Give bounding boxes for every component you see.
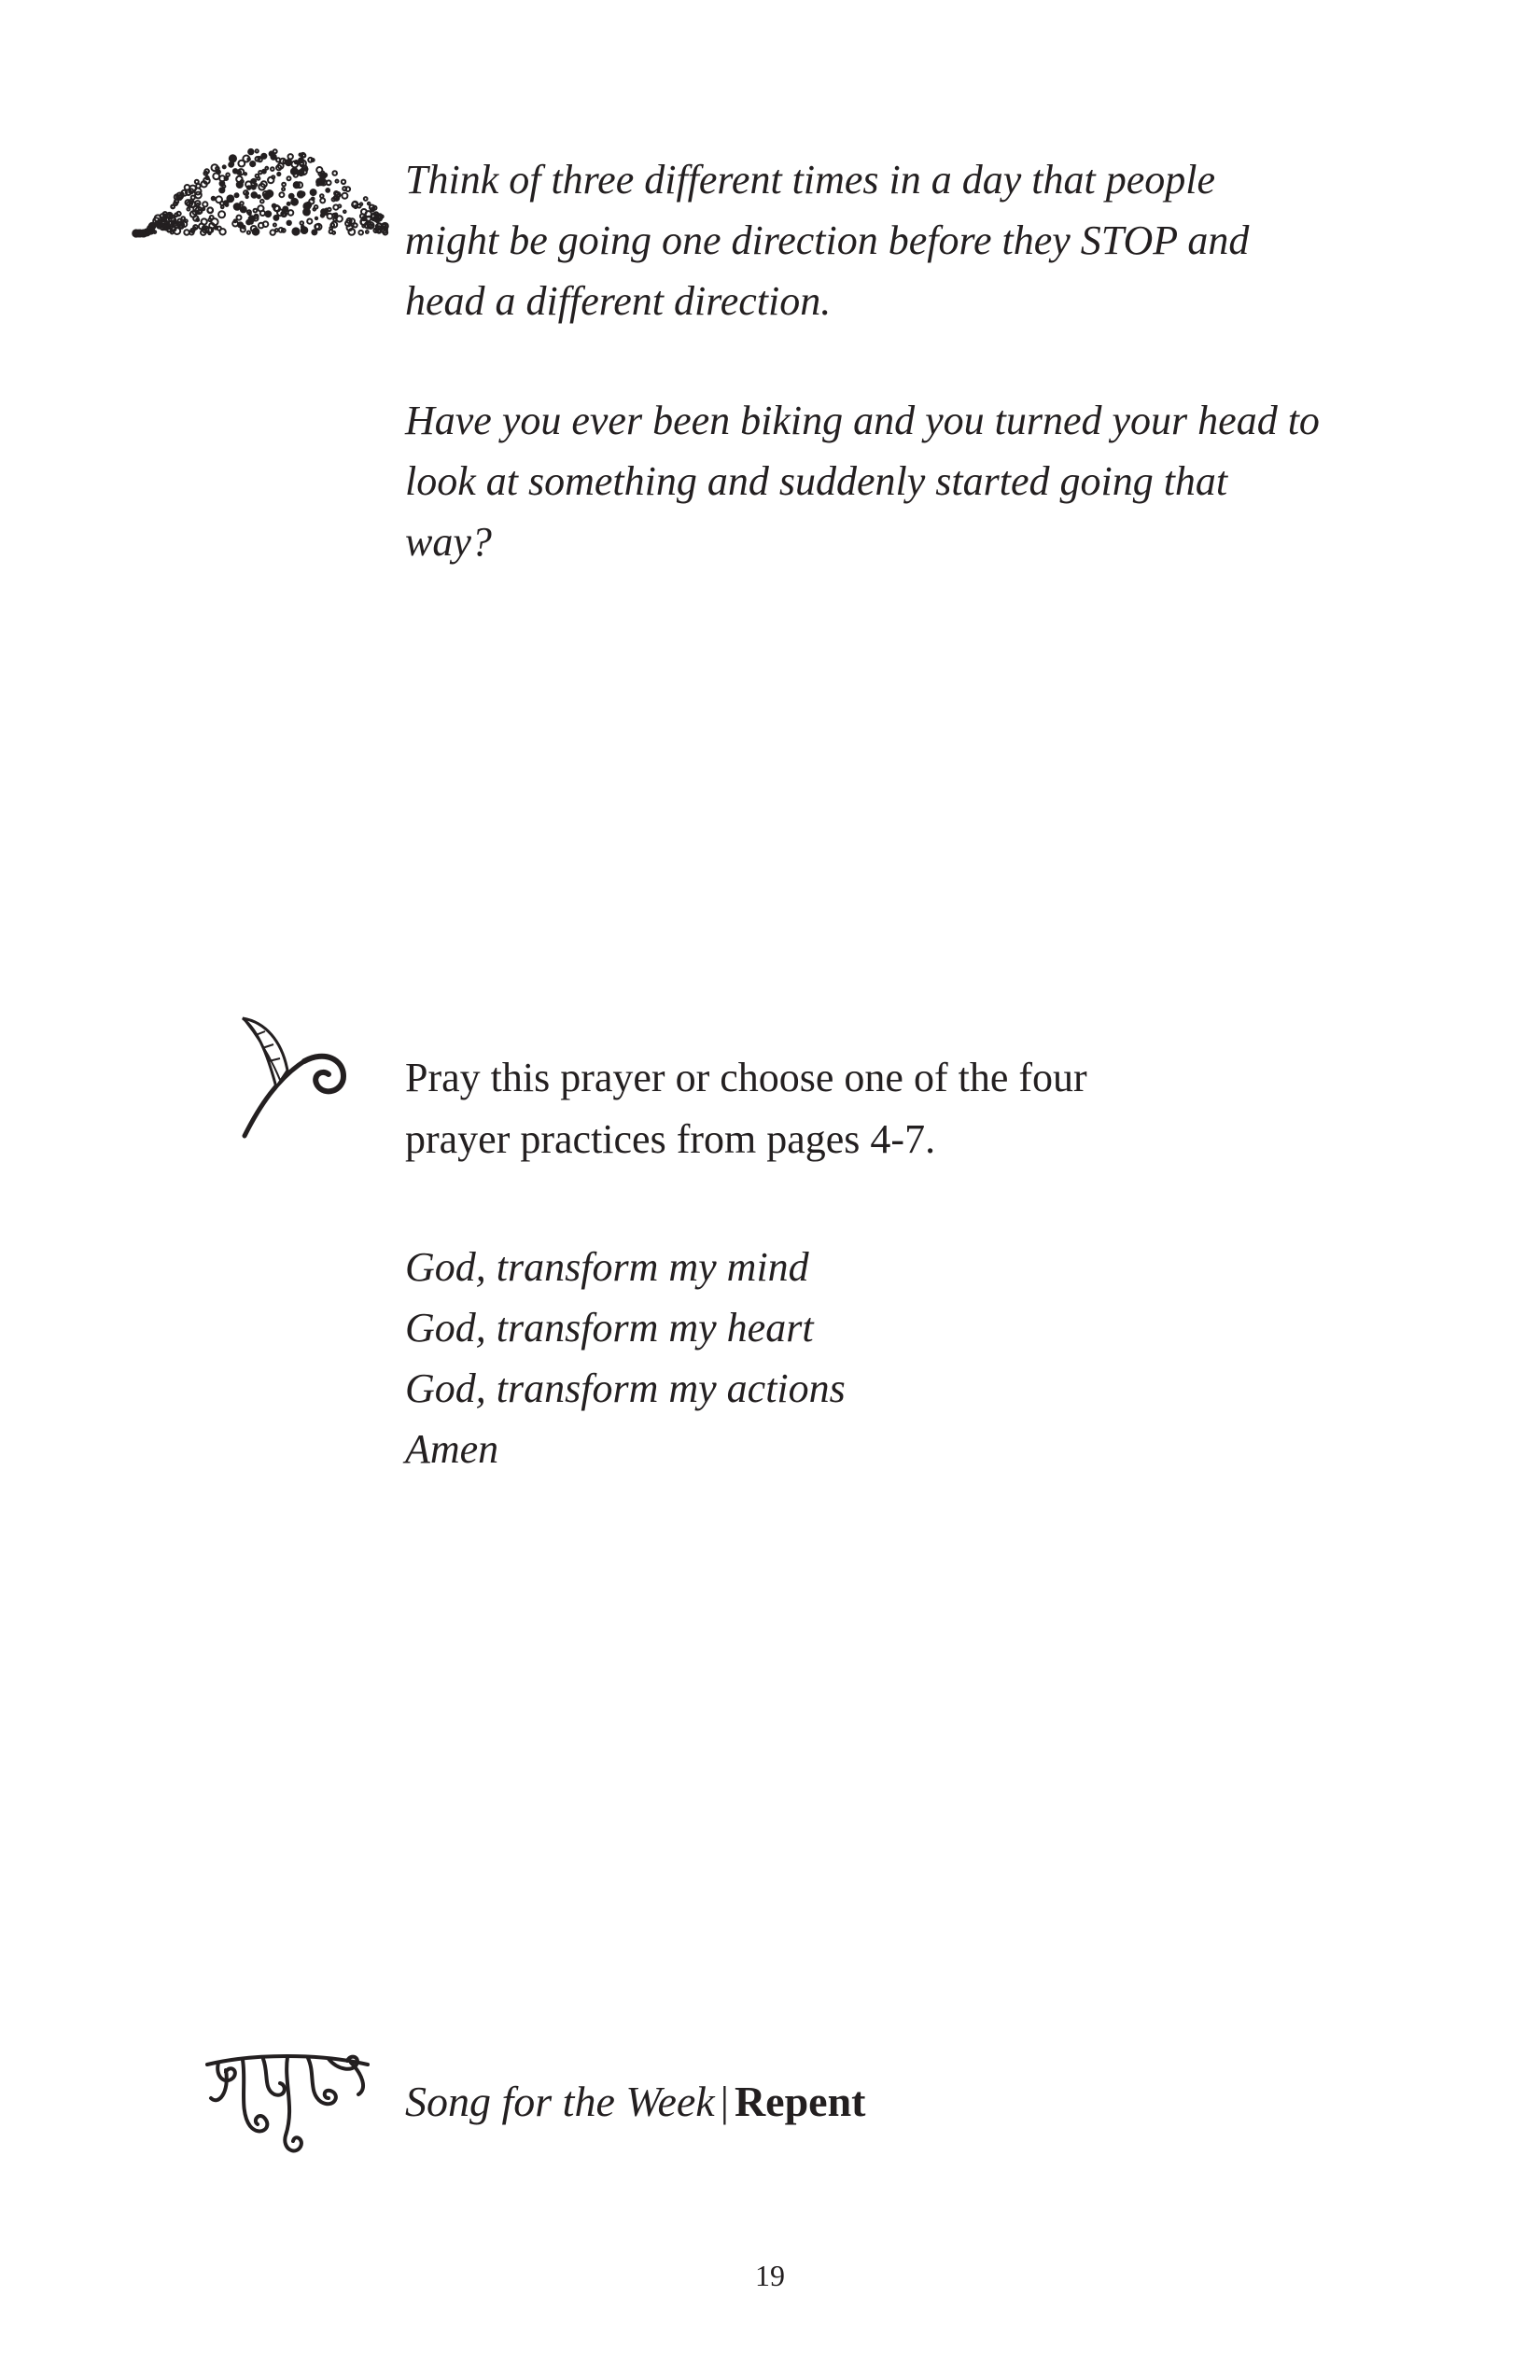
song-for-the-week — [405, 2074, 866, 2130]
song-separator: | — [720, 2078, 729, 2125]
text-line: might be going one direction before they STOP and — [405, 217, 1250, 263]
text-line: prayer practices from pages 4-7. — [405, 1116, 936, 1162]
prayer-line: God, transform my heart — [405, 1305, 814, 1351]
prayer-text — [405, 1237, 1413, 1479]
reflection-paragraph-2 — [405, 390, 1413, 572]
text-line: Have you ever been biking and you turned your head to — [405, 398, 1320, 443]
swirl-roots-icon — [198, 2037, 375, 2167]
text-line: way? — [405, 519, 492, 565]
prayer-line: Amen — [405, 1426, 499, 1472]
text-line: look at something and suddenly started going that — [405, 458, 1228, 504]
song-title: Repent — [734, 2078, 866, 2125]
song-label: Song for the Week — [405, 2078, 715, 2125]
prayer-section — [405, 1047, 1413, 1479]
text-line: Pray this prayer or choose one of the four — [405, 1055, 1087, 1100]
reflection-paragraph-1 — [405, 149, 1413, 331]
page-number: 19 — [755, 2259, 785, 2292]
prayer-intro — [405, 1047, 1413, 1170]
dotted-mound-icon — [131, 140, 392, 243]
text-line: Think of three different times in a day that people — [405, 157, 1216, 203]
leaf-sprout-icon — [231, 1013, 362, 1143]
text-line: head a different direction. — [405, 278, 832, 324]
prayer-line: God, transform my actions — [405, 1365, 846, 1411]
prayer-line: God, transform my mind — [405, 1244, 809, 1290]
reflection-questions — [405, 149, 1413, 572]
